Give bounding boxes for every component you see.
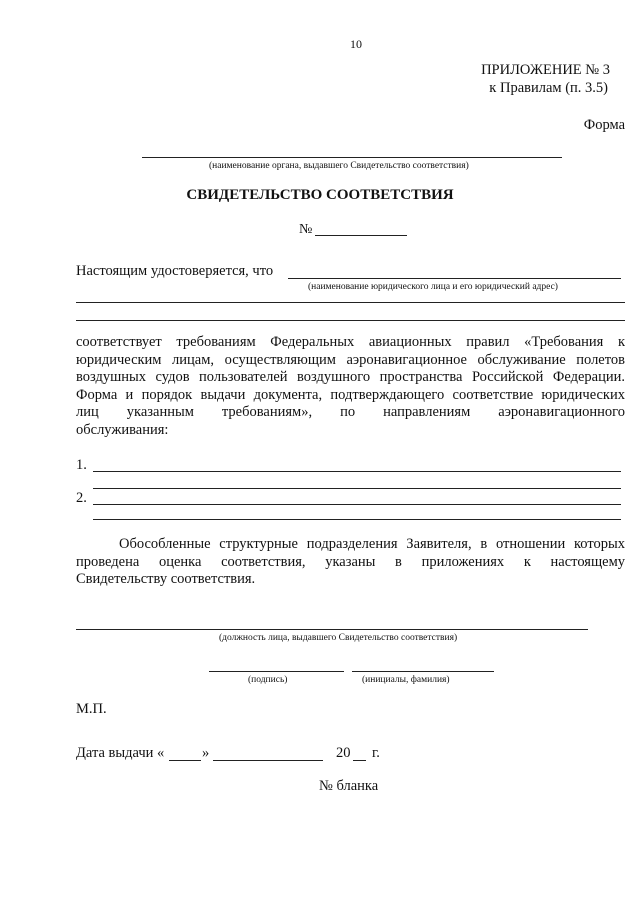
issue-year-prefix: 20 [336,745,351,761]
appendix-reference: к Правилам (п. 3.5) [489,80,608,96]
paragraph-line: лиц указанным требованиям», по направлениям аэронавигационного [76,404,625,421]
entity-address-line-2[interactable] [76,320,625,321]
units-paragraph [76,536,625,589]
paragraph-line: Обособленные структурные подразделения Заявителя, в отношении которых [119,536,625,552]
form-label: Форма [583,117,625,133]
paragraph-line: Форма и порядок выдачи документа, подтверждающего соответствие юридических [76,386,625,403]
page-number: 10 [350,37,362,51]
issue-year-line[interactable] [353,760,366,761]
paragraph-line: проведена оценка соответствия, указаны в приложениях к настоящему [76,553,625,570]
paragraph-line: Свидетельству соответствия. [76,571,256,588]
entity-caption: (наименование юридического лица и его юридический адрес) [308,282,558,292]
item-1-line-b[interactable] [93,488,621,489]
paragraph-line: юридическим лицам, осуществляющим аэронавигационное обслуживание полетов [76,351,625,368]
position-caption: (должность лица, выдавшего Свидетельство соответствия) [219,633,458,643]
issue-date-close-quote: » [202,745,210,761]
name-caption: (инициалы, фамилия) [362,675,450,685]
number-label: № [299,222,313,237]
entity-address-line-1[interactable] [76,302,625,303]
appendix-title: ПРИЛОЖЕНИЕ № 3 [481,62,610,78]
position-line[interactable] [76,629,588,630]
issuer-caption: (наименование органа, выдавшего Свидетельство соответствия) [209,161,469,171]
item-1-label: 1. [76,457,87,473]
issuer-name-line[interactable] [142,157,562,158]
name-line[interactable] [352,671,494,672]
issue-month-line[interactable] [213,760,323,761]
blank-number-label: № бланка [319,778,379,794]
paragraph-line: воздушных судов пользователей воздушного пространства Российской Федерации. [76,369,625,386]
paragraph-line: обслуживания: [76,421,169,438]
issue-year-suffix: г. [372,745,380,761]
entity-name-line[interactable] [288,278,621,279]
issue-date-label: Дата выдачи « [76,745,165,761]
document-title: СВИДЕТЕЛЬСТВО СООТВЕТСТВИЯ [186,187,454,203]
compliance-paragraph [76,334,625,440]
certificate-number-line[interactable] [315,235,407,236]
item-2-line-a[interactable] [93,504,621,505]
item-2-label: 2. [76,490,87,506]
signature-caption: (подпись) [248,675,288,685]
signature-line[interactable] [209,671,344,672]
item-2-line-b[interactable] [93,519,621,520]
certify-label: Настоящим удостоверяется, что [76,263,274,279]
issue-day-line[interactable] [169,760,201,761]
paragraph-line: соответствует требованиям Федеральных авиационных правил «Требования к [76,334,625,350]
item-1-line-a[interactable] [93,471,621,472]
seal-label: М.П. [76,701,107,717]
